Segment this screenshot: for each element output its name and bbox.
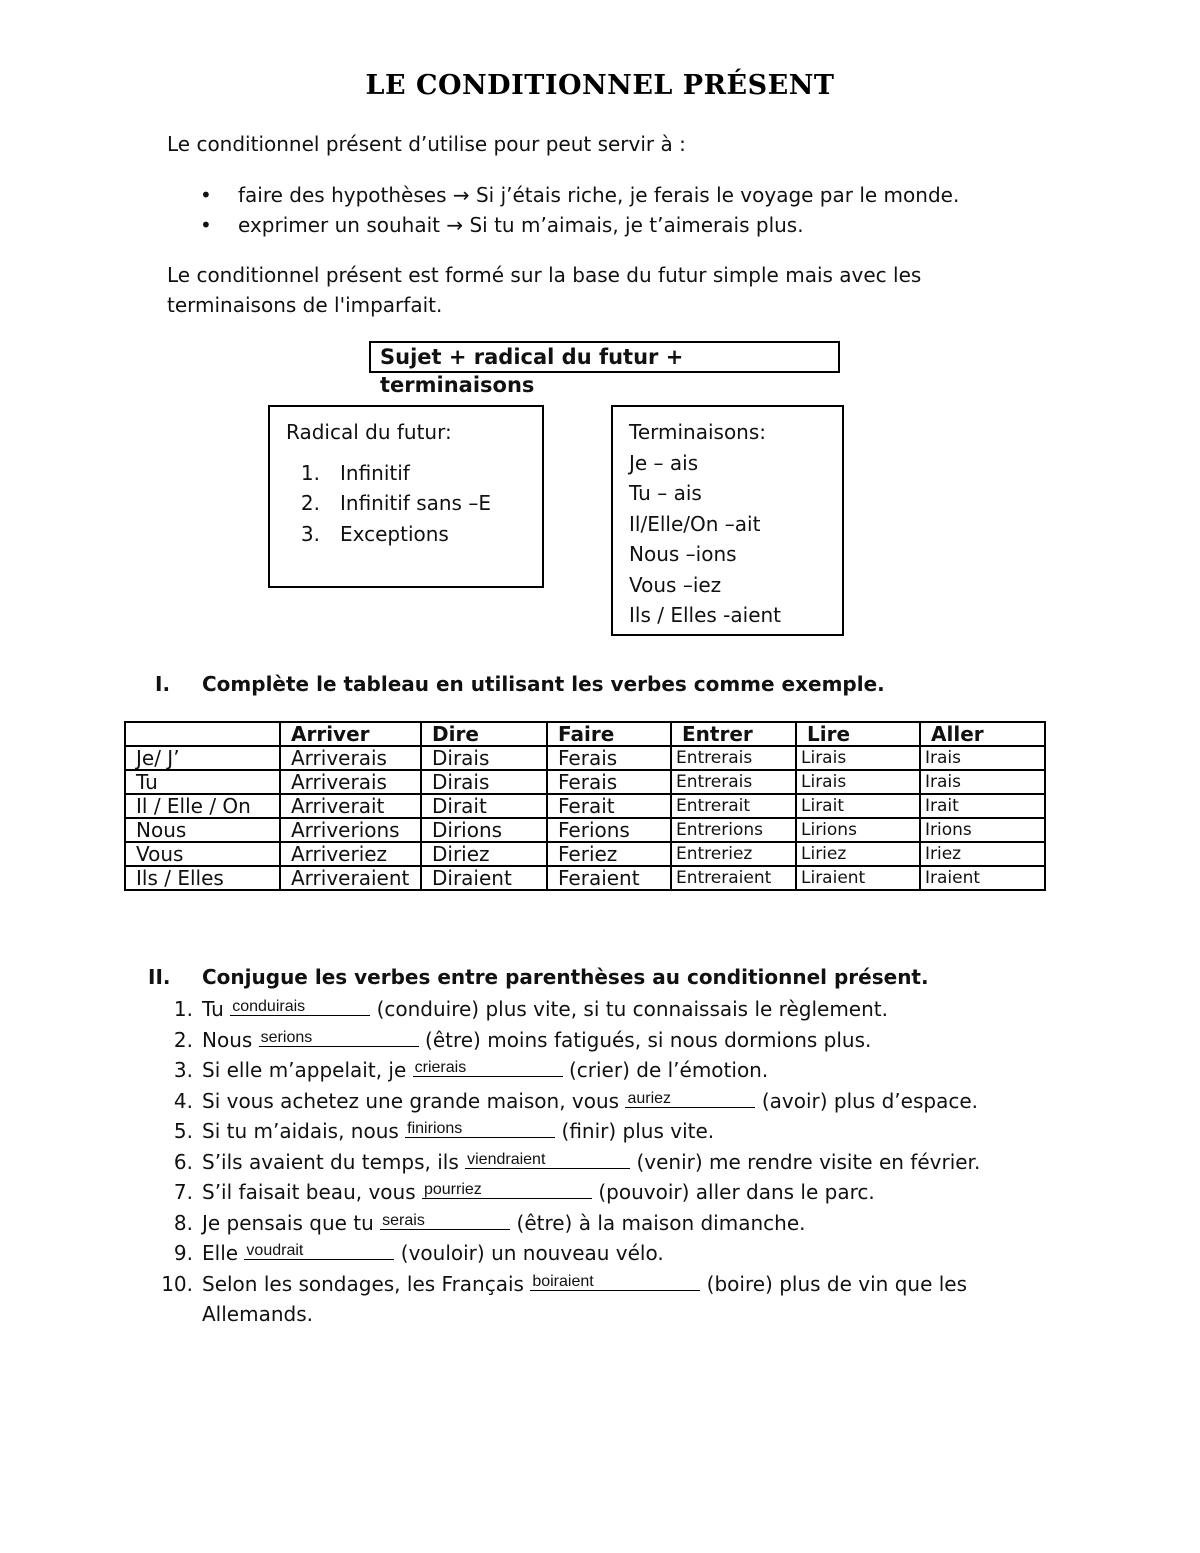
- table-cell: Feriez: [547, 842, 671, 866]
- table-header-cell: [125, 722, 280, 746]
- exercise-number: 10.: [161, 1271, 193, 1296]
- answer-text: boiraient: [532, 1272, 594, 1290]
- formation-text: Le conditionnel présent est formé sur la base du futur simple mais avec les terminaisons de l'imparfait.: [167, 263, 922, 317]
- table-header-cell: Faire: [547, 722, 671, 746]
- table-cell: Liriez: [796, 842, 920, 866]
- ending-line: Vous –iez: [629, 572, 722, 597]
- table-header-row: [125, 722, 1045, 746]
- table-cell: Entrerions: [671, 818, 796, 842]
- table-cell: Arriverais: [280, 746, 421, 770]
- list-item: 3. Exceptions: [300, 521, 449, 546]
- table-cell: Arriverions: [280, 818, 421, 842]
- exercise-number: 7.: [173, 1180, 193, 1204]
- exercise-item: 9. Elle voudrait (vouloir) un nouveau vélo.: [165, 1238, 1045, 1269]
- table-cell: Arriverais: [280, 770, 421, 794]
- table-cell: Dirions: [421, 818, 547, 842]
- conjugation-table: [124, 721, 1046, 891]
- exercise-item: 2. Nous serions (être) moins fatigués, si nous dormions plus.: [165, 1025, 1045, 1056]
- ending-line: Ils / Elles -aient: [629, 603, 782, 627]
- answer-text: finirions: [407, 1120, 463, 1137]
- table-cell: Dirais: [421, 770, 547, 794]
- table-header-cell: Aller: [920, 722, 1045, 746]
- table-header-cell: Lire: [796, 722, 920, 746]
- answer-blank[interactable]: [413, 1058, 563, 1077]
- table-cell: Ferait: [547, 794, 671, 818]
- table-cell: Entreraient: [671, 866, 796, 890]
- answer-text: pourriez: [423, 1181, 482, 1198]
- list-item: 2. Infinitif sans –E: [300, 491, 491, 515]
- answer-blank[interactable]: [465, 1150, 630, 1169]
- answer-blank[interactable]: [244, 1241, 394, 1260]
- table-cell: Ils / Elles: [125, 866, 280, 890]
- table-row: [125, 770, 1045, 794]
- answer-text: viendraient: [467, 1150, 546, 1168]
- answer-blank[interactable]: [380, 1211, 510, 1230]
- table-cell: Lirais: [796, 746, 920, 770]
- table-cell: Arriveraient: [280, 866, 421, 890]
- table-cell: Irions: [920, 818, 1045, 842]
- table-cell: Feraient: [547, 866, 671, 890]
- answer-blank[interactable]: [230, 997, 370, 1016]
- exercise-item: 8. Je pensais que tu serais (être) à la maison dimanche.: [165, 1208, 1045, 1239]
- answer-blank[interactable]: [259, 1028, 419, 1047]
- exercise-item: 7. S’il faisait beau, vous pourriez (pouvoir) aller dans le parc.: [165, 1177, 1045, 1208]
- table-row: [125, 818, 1045, 842]
- table-cell: Ferais: [547, 746, 671, 770]
- exercise-number: 1.: [173, 997, 193, 1021]
- exercise-number: 9.: [173, 1241, 193, 1265]
- table-row: [125, 746, 1045, 770]
- table-row: [125, 794, 1045, 818]
- ending-line: Nous –ions: [629, 542, 737, 566]
- table-cell: Entreriez: [671, 842, 796, 866]
- ending-line: Tu – ais: [629, 481, 702, 505]
- table-cell: Irait: [920, 794, 1045, 818]
- table-cell: Iraient: [920, 866, 1045, 890]
- exercise-item: 1. Tu conduirais (conduire) plus vite, si tu connaissais le règlement.: [165, 994, 1045, 1025]
- table-cell: Diriez: [421, 842, 547, 866]
- table-cell: Diraient: [421, 866, 547, 890]
- table-header-cell: Entrer: [671, 722, 796, 746]
- exercise-continuation: Allemands.: [202, 1302, 313, 1326]
- table-cell: Arriverait: [280, 794, 421, 818]
- table-row: [125, 842, 1045, 866]
- exercise-number: 4.: [173, 1088, 193, 1113]
- table-cell: Liraient: [796, 866, 920, 890]
- formula-box: Sujet + radical du futur + terminaisons: [369, 341, 840, 373]
- table-cell: Irais: [920, 746, 1045, 770]
- answer-blank[interactable]: [405, 1119, 555, 1138]
- list-item: 1. Infinitif: [300, 460, 410, 485]
- exercise-item: 5. Si tu m’aidais, nous finirions (finir) plus vite.: [165, 1116, 1045, 1147]
- exercise-item: 4. Si vous achetez une grande maison, vous auriez (avoir) plus d’espace.: [165, 1086, 1045, 1117]
- ending-line: Je – ais: [629, 450, 699, 475]
- table-cell: Dirait: [421, 794, 547, 818]
- table-cell: Entrerait: [671, 794, 796, 818]
- table-header-cell: Arriver: [280, 722, 421, 746]
- table-cell: Je/ J’: [125, 746, 280, 770]
- page-title: LE CONDITIONNEL PRÉSENT: [365, 70, 835, 101]
- table-row: [125, 866, 1045, 890]
- answer-text: serais: [382, 1211, 425, 1229]
- exercise-number: 8.: [173, 1210, 193, 1235]
- table-cell: Iriez: [920, 842, 1045, 866]
- table-cell: Ferions: [547, 818, 671, 842]
- table-cell: Tu: [125, 770, 280, 794]
- table-cell: Entrerais: [671, 746, 796, 770]
- exercise-item: 3. Si elle m’appelait, je crierais (crier) de l’émotion.: [165, 1055, 1045, 1086]
- answer-text: voudrait: [246, 1242, 304, 1259]
- table-cell: Irais: [920, 770, 1045, 794]
- table-cell: Ferais: [547, 770, 671, 794]
- list-item: • exprimer un souhait → Si tu m’aimais, je t’aimerais plus.: [200, 210, 959, 240]
- bullet-icon: •: [200, 183, 212, 207]
- table-cell: Lirais: [796, 770, 920, 794]
- table-cell: Vous: [125, 842, 280, 866]
- exercise-list: [161, 994, 1045, 1330]
- table-header-cell: Dire: [421, 722, 547, 746]
- answer-blank[interactable]: [625, 1089, 755, 1108]
- table-cell: Il / Elle / On: [125, 794, 280, 818]
- uses-list: [200, 180, 959, 240]
- table-cell: Lirions: [796, 818, 920, 842]
- table-cell: Arriveriez: [280, 842, 421, 866]
- answer-text: serions: [260, 1028, 313, 1046]
- answer-blank[interactable]: [530, 1272, 700, 1291]
- radical-list: [286, 458, 542, 550]
- radical-box: [268, 405, 544, 588]
- ending-line: Il/Elle/On –ait: [629, 511, 761, 536]
- exercise-number: 6.: [173, 1149, 193, 1174]
- answer-text: crierais: [414, 1059, 467, 1076]
- radical-heading: Radical du futur:: [286, 420, 452, 444]
- exercise-number: 3.: [173, 1058, 193, 1082]
- endings-heading: Terminaisons:: [629, 420, 767, 444]
- answer-text: conduirais: [232, 998, 306, 1015]
- table-cell: Entrerais: [671, 770, 796, 794]
- exercise-number: 2.: [173, 1027, 193, 1052]
- exercise-item: 6. S’ils avaient du temps, ils viendraient (venir) me rendre visite en février.: [165, 1147, 1045, 1178]
- table-cell: Dirais: [421, 746, 547, 770]
- bullet-icon: •: [200, 213, 212, 237]
- answer-text: auriez: [627, 1089, 672, 1107]
- table-cell: Lirait: [796, 794, 920, 818]
- exercise-number: 5.: [173, 1119, 193, 1143]
- endings-box: [611, 405, 844, 636]
- exercise-item: 10. Selon les sondages, les Français boiraient (boire) plus de vin que les: [165, 1269, 1045, 1300]
- list-item: • faire des hypothèses → Si j’étais riche, je ferais le voyage par le monde.: [200, 180, 959, 210]
- table-cell: Nous: [125, 818, 280, 842]
- intro-text: Le conditionnel présent d’utilise pour peut servir à :: [167, 132, 686, 156]
- answer-blank[interactable]: [422, 1180, 592, 1199]
